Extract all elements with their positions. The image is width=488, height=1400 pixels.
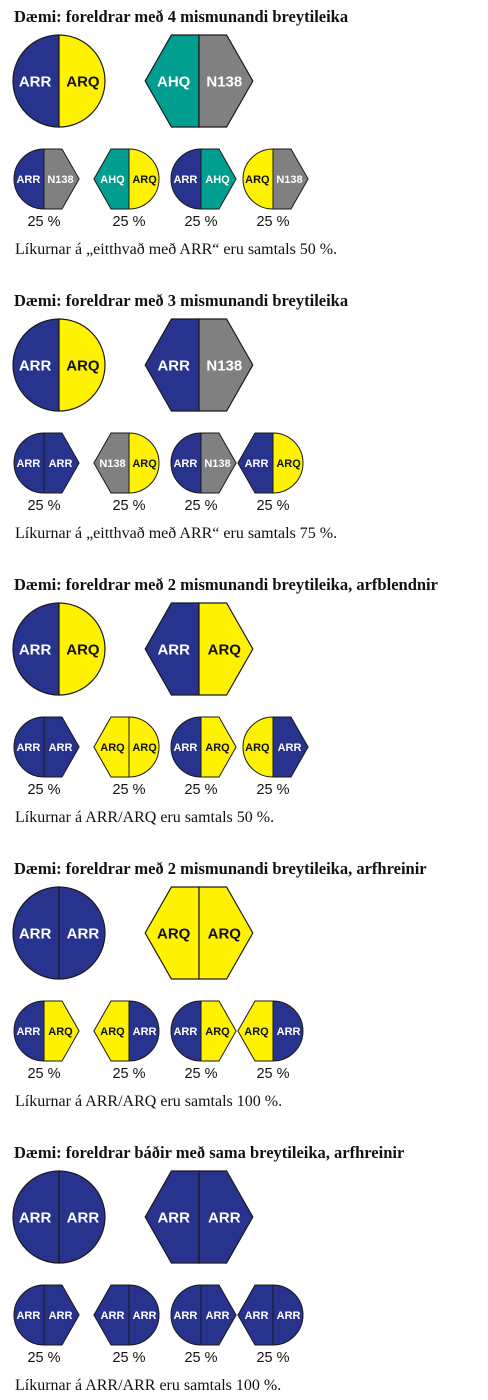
offspring-genotype: [238, 1001, 303, 1082]
probability-note: Líkurnar á „eitthvað með ARR“ eru samtals 50 %.: [15, 241, 338, 258]
parent-hexagon: [145, 887, 253, 979]
allele-label: ARQ: [157, 925, 191, 943]
allele-label: ARR: [157, 357, 190, 375]
offspring-genotype: [171, 1001, 236, 1082]
allele-label: ARR: [157, 1209, 190, 1227]
offspring-probability: 25 %: [27, 782, 61, 798]
example-section: [13, 1143, 404, 1394]
allele-label: ARR: [277, 741, 302, 754]
offspring-genotype: [14, 1001, 79, 1082]
allele-label: ARQ: [132, 457, 157, 470]
allele-label: ARR: [16, 173, 41, 186]
offspring-genotype: [14, 717, 79, 798]
allele-label: ARR: [100, 1309, 125, 1322]
offspring-genotype: [14, 1285, 79, 1366]
offspring-genotype: [171, 717, 236, 798]
offspring-probability: 25 %: [184, 1350, 218, 1366]
allele-label: ARQ: [100, 741, 125, 754]
allele-label: ARR: [173, 173, 198, 186]
allele-label: ARQ: [48, 1025, 73, 1038]
allele-label: ARR: [16, 1025, 41, 1038]
offspring-probability: 25 %: [112, 498, 146, 514]
example-section: [13, 7, 348, 258]
parent-hexagon: [145, 35, 253, 127]
allele-label: ARQ: [245, 741, 270, 754]
offspring-probability: 25 %: [184, 782, 218, 798]
allele-label: ARR: [205, 1309, 230, 1322]
allele-label: ARR: [173, 457, 198, 470]
allele-label: ARQ: [132, 173, 157, 186]
offspring-probability: 25 %: [256, 498, 290, 514]
allele-label: ARQ: [207, 641, 241, 659]
offspring-probability: 25 %: [256, 214, 290, 230]
allele-label: ARR: [208, 1209, 241, 1227]
allele-label: ARR: [18, 925, 52, 943]
parent-circle: [13, 35, 105, 127]
offspring-genotype: [14, 149, 79, 230]
offspring-genotype: [94, 717, 159, 798]
parent-circle: [13, 887, 105, 979]
offspring-genotype: [171, 1285, 236, 1366]
allele-label: ARQ: [245, 173, 270, 186]
allele-label: ARQ: [244, 1025, 269, 1038]
section-title: Dæmi: foreldrar með 2 mismunandi breytileika, arfblendnir: [14, 575, 438, 594]
offspring-probability: 25 %: [27, 1350, 61, 1366]
allele-label: ARQ: [276, 457, 301, 470]
parent-circle: [13, 603, 105, 695]
allele-label: ARQ: [66, 73, 100, 91]
section-title: Dæmi: foreldrar báðir með sama breytileika, arfhreinir: [14, 1143, 405, 1162]
allele-label: ARQ: [205, 741, 230, 754]
allele-label: ARR: [157, 641, 190, 659]
allele-label: ARR: [18, 641, 52, 659]
allele-label: ARR: [244, 457, 269, 470]
offspring-genotype: [243, 149, 308, 230]
probability-note: Líkurnar á „eitthvað með ARR“ eru samtals 75 %.: [15, 525, 338, 542]
offspring-probability: 25 %: [184, 1066, 218, 1082]
offspring-probability: 25 %: [112, 782, 146, 798]
allele-label: ARQ: [66, 357, 100, 375]
offspring-genotype: [14, 433, 79, 514]
allele-label: ARR: [66, 925, 100, 943]
offspring-probability: 25 %: [27, 214, 61, 230]
allele-label: ARQ: [100, 1025, 125, 1038]
offspring-probability: 25 %: [27, 498, 61, 514]
allele-label: ARR: [16, 1309, 41, 1322]
offspring-probability: 25 %: [112, 1350, 146, 1366]
offspring-genotype: [94, 1001, 159, 1082]
allele-label: ARR: [276, 1025, 301, 1038]
offspring-genotype: [238, 1285, 303, 1366]
offspring-probability: 25 %: [27, 1066, 61, 1082]
allele-label: ARQ: [207, 925, 241, 943]
offspring-genotype: [171, 149, 236, 230]
offspring-genotype: [94, 149, 159, 230]
offspring-probability: 25 %: [184, 498, 218, 514]
allele-label: ARR: [18, 1209, 52, 1227]
offspring-probability: 25 %: [256, 782, 290, 798]
section-title: Dæmi: foreldrar með 3 mismunandi breytileika: [14, 291, 349, 310]
offspring-probability: 25 %: [256, 1350, 290, 1366]
offspring-genotype: [171, 433, 236, 514]
parent-hexagon: [145, 319, 253, 411]
allele-label: ARR: [18, 357, 52, 375]
allele-label: ARR: [173, 1025, 198, 1038]
parent-circle: [13, 1171, 105, 1263]
allele-label: ARR: [16, 741, 41, 754]
allele-label: N138: [47, 173, 74, 186]
offspring-genotype: [94, 1285, 159, 1366]
allele-label: ARR: [244, 1309, 269, 1322]
example-section: [13, 291, 348, 542]
allele-label: ARR: [48, 741, 73, 754]
allele-label: ARR: [48, 457, 73, 470]
allele-label: ARR: [18, 73, 52, 91]
parent-hexagon: [145, 603, 253, 695]
offspring-probability: 25 %: [184, 214, 218, 230]
probability-note: Líkurnar á ARR/ARR eru samtals 100 %.: [15, 1377, 282, 1394]
allele-label: ARR: [66, 1209, 100, 1227]
allele-label: ARR: [132, 1025, 157, 1038]
example-section: [13, 575, 438, 826]
offspring-probability: 25 %: [256, 1066, 290, 1082]
section-title: Dæmi: foreldrar með 2 mismunandi breytileika, arfhreinir: [14, 859, 427, 878]
allele-label: ARR: [173, 1309, 198, 1322]
probability-note: Líkurnar á ARR/ARQ eru samtals 50 %.: [15, 809, 275, 826]
allele-label: ARQ: [132, 741, 157, 754]
allele-label: AHQ: [205, 173, 230, 186]
allele-label: ARR: [276, 1309, 301, 1322]
parent-circle: [13, 319, 105, 411]
allele-label: AHQ: [100, 173, 125, 186]
example-section: [13, 859, 427, 1110]
offspring-genotype: [238, 433, 303, 514]
offspring-genotype: [243, 717, 308, 798]
allele-label: N138: [206, 357, 243, 375]
allele-label: AHQ: [157, 73, 191, 91]
offspring-probability: 25 %: [112, 214, 146, 230]
probability-note: Líkurnar á ARR/ARQ eru samtals 100 %.: [15, 1093, 283, 1110]
allele-label: N138: [206, 73, 243, 91]
allele-label: N138: [204, 457, 231, 470]
allele-label: ARR: [173, 741, 198, 754]
allele-label: ARQ: [205, 1025, 230, 1038]
allele-label: N138: [99, 457, 126, 470]
allele-label: ARR: [132, 1309, 157, 1322]
section-title: Dæmi: foreldrar með 4 mismunandi breytileika: [14, 7, 349, 26]
allele-label: N138: [276, 173, 303, 186]
offspring-probability: 25 %: [112, 1066, 146, 1082]
parent-hexagon: [145, 1171, 253, 1263]
allele-label: ARQ: [66, 641, 100, 659]
offspring-genotype: [94, 433, 159, 514]
allele-label: ARR: [48, 1309, 73, 1322]
allele-label: ARR: [16, 457, 41, 470]
